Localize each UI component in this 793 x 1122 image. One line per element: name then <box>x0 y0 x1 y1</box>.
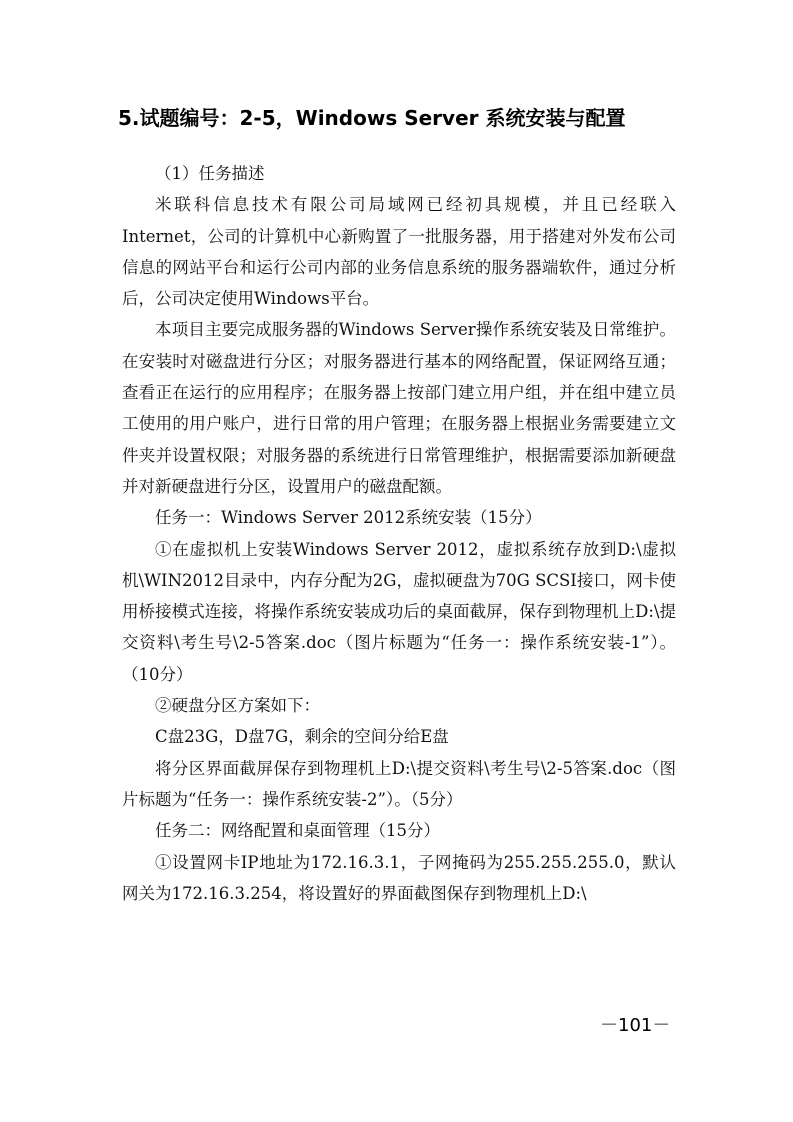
page-number: －101－ <box>600 1015 671 1036</box>
task-one-step-1: ①在虚拟机上安装Windows Server 2012，虚拟系统存放到D:\虚拟机\WIN2012目录中，内存分配为2G，虚拟硬盘为70G SCSI接口，网卡使用桥接模式连接，将操作系统安装成功后的桌面截屏，保存到物理机上D:\提交资料\考生号\2-5答案.doc（图片标题为“任务一：操作系统安装-1”）。（10分） <box>122 539 676 684</box>
subsection-title: （1）任务描述 <box>155 164 265 183</box>
task-one-title: 任务一：Windows Server 2012系统安装（15分） <box>155 508 542 528</box>
task-one-step-2: ②硬盘分区方案如下： <box>155 696 320 716</box>
section-heading: 5.试题编号：2-5，Windows Server 系统安装与配置 <box>118 106 626 130</box>
task-two-step-1: ①设置网卡IP地址为172.16.3.1，子网掩码为255.255.255.0，默认网关为172.16.3.254，将设置好的界面截图保存到物理机上D:\ <box>122 852 676 903</box>
task-two-title: 任务二：网络配置和桌面管理（15分） <box>155 821 440 841</box>
paragraph-company-background: 米联科信息技术有限公司局域网已经初具规模，并且已经联入Internet，公司的计算机中心新购置了一批服务器，用于搭建对外发布公司信息的网站平台和运行公司内部的业务信息系统的服务器端软件，通过分析后，公司决定使用Windows平台。 <box>122 195 676 309</box>
body-text <box>122 158 676 909</box>
task-one-step-2-save: 将分区界面截屏保存到物理机上D:\提交资料\考生号\2-5答案.doc（图片标题为“任务一：操作系统安装-2”）。（5分） <box>122 758 676 809</box>
paragraph-project-scope: 本项目主要完成服务器的Windows Server操作系统安装及日常维护。在安装时对磁盘进行分区；对服务器进行基本的网络配置，保证网络互通；查看正在运行的应用程序；在服务器上按部门建立用户组，并在组中建立员工使用的用户账户，进行日常的用户管理；在服务器上根据业务需要建立文件夹并设置权限；对服务器的系统进行日常管理维护，根据需要添加新硬盘并对新硬盘进行分区，设置用户的磁盘配额。 <box>122 320 676 496</box>
partition-scheme: C盘23G，D盘7G，剩余的空间分给E盘 <box>155 727 449 747</box>
